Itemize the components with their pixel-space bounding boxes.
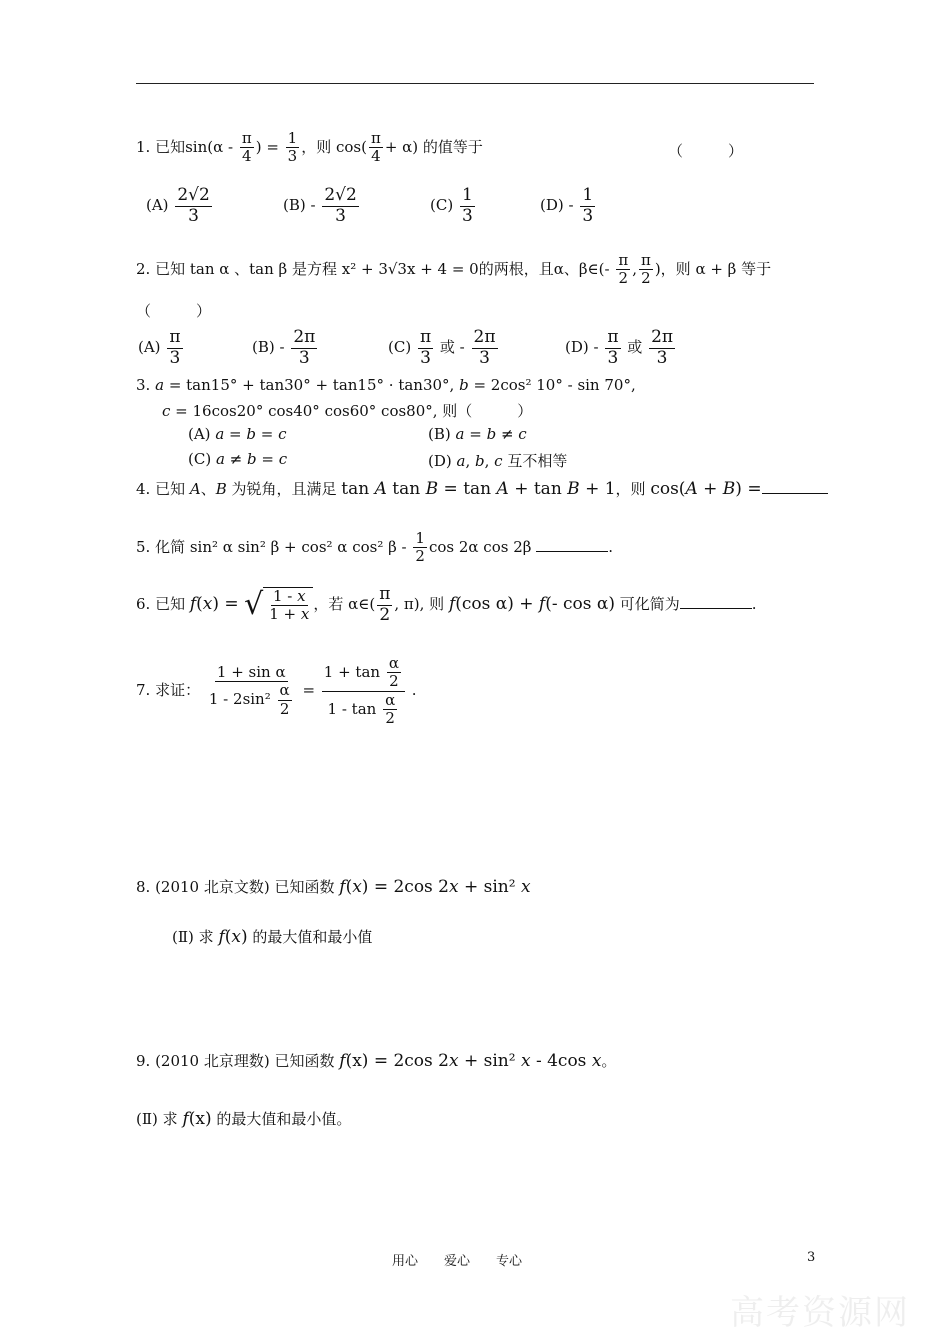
question-4: 4. 已知 A、B 为锐角，且满足 tan A tan B = tan A + tan B + 1，则 cos(A + B) = bbox=[136, 478, 828, 499]
footer-text: 用心 爱心 专心 bbox=[392, 1254, 523, 1269]
question-3-line-1: 3. a = tan15° + tan30° + tan15° · tan30°, b = 2cos² 10° - sin 70°, bbox=[136, 376, 636, 394]
question-3-option-b: (B) a = b ≠ c bbox=[428, 425, 527, 443]
question-5: 5. 化简 sin² α sin² β + cos² α cos² β - $\frac{1}{2}$ cos 2α cos 2β . bbox=[136, 529, 613, 566]
question-3-line-2: c = 16cos20° cos40° cos60° cos80°, 则（ ） bbox=[162, 402, 533, 420]
question-1-option-a: (A) $\frac{2√2}{3}$ bbox=[146, 185, 210, 226]
question-2: 2. 已知 tan α 、tan β 是方程 x² + 3√3x + 4 = 0的两根，且α、β∈(- $\frac{\pi}{2}$ , $\frac{\pi}{2}$ )，则 α + β 等于 bbox=[136, 251, 772, 288]
question-7: 7. 求证： 1 + sin α 1 - 2sin² $\frac{\alpha}{2}$ = 1 + tan $\frac{\alpha}{2}$ 1 - tan $\frac{\alpha}{2}$ . bbox=[136, 654, 417, 727]
header-rule bbox=[136, 83, 814, 84]
watermark: 高考资源网 bbox=[730, 1293, 910, 1333]
question-2-option-b: (B) - $\frac{2\pi}{3}$ bbox=[252, 327, 316, 368]
question-2-option-d: (D) - $\frac{\pi}{3}$ 或 $\frac{2\pi}{3}$ bbox=[565, 327, 674, 368]
question-1-bracket: （ ） bbox=[668, 142, 744, 160]
question-9-line-1: 9. (2010 北京理数) 已知函数 f(x) = 2cos 2x + sin² x - 4cos x。 bbox=[136, 1051, 617, 1071]
question-1: 1. 已知sin(α - $\frac{\pi}{4}$ ) = $\frac{1}{3}$ ，则 cos( $\frac{\pi}{4}$ + α) 的值等于 bbox=[136, 129, 483, 166]
question-3-option-c: (C) a ≠ b = c bbox=[188, 450, 288, 468]
question-1-option-c: (C) $\frac{1}{3}$ bbox=[430, 185, 473, 226]
question-3-option-a: (A) a = b = c bbox=[188, 425, 287, 443]
question-2-bracket: （ ） bbox=[136, 302, 212, 320]
page-number: 3 bbox=[807, 1250, 816, 1265]
question-1-option-b: (B) - $\frac{2√2}{3}$ bbox=[283, 185, 357, 226]
question-2-option-c: (C) $\frac{\pi}{3}$ 或 - $\frac{2\pi}{3}$ bbox=[388, 327, 496, 368]
question-6: 6. 已知 f(x) = √ $\frac{1 - x}{1 + x}$ ，若 α∈( $\frac{\pi}{2}$ , π), 则 f(cos α) + f(- cos α) 可化简为 . bbox=[136, 584, 757, 625]
question-8-line-1: 8. (2010 北京文数) 已知函数 f(x) = 2cos 2x + sin² x bbox=[136, 877, 531, 897]
question-9-line-2: (Ⅱ) 求 f(x) 的最大值和最小值。 bbox=[136, 1109, 352, 1129]
question-2-option-a: (A) $\frac{\pi}{3}$ bbox=[138, 327, 181, 368]
question-1-option-d: (D) - $\frac{1}{3}$ bbox=[540, 185, 594, 226]
question-8-line-2: (Ⅱ) 求 f(x) 的最大值和最小值 bbox=[172, 927, 373, 947]
question-3-option-d: (D) a, b, c 互不相等 bbox=[428, 452, 568, 470]
